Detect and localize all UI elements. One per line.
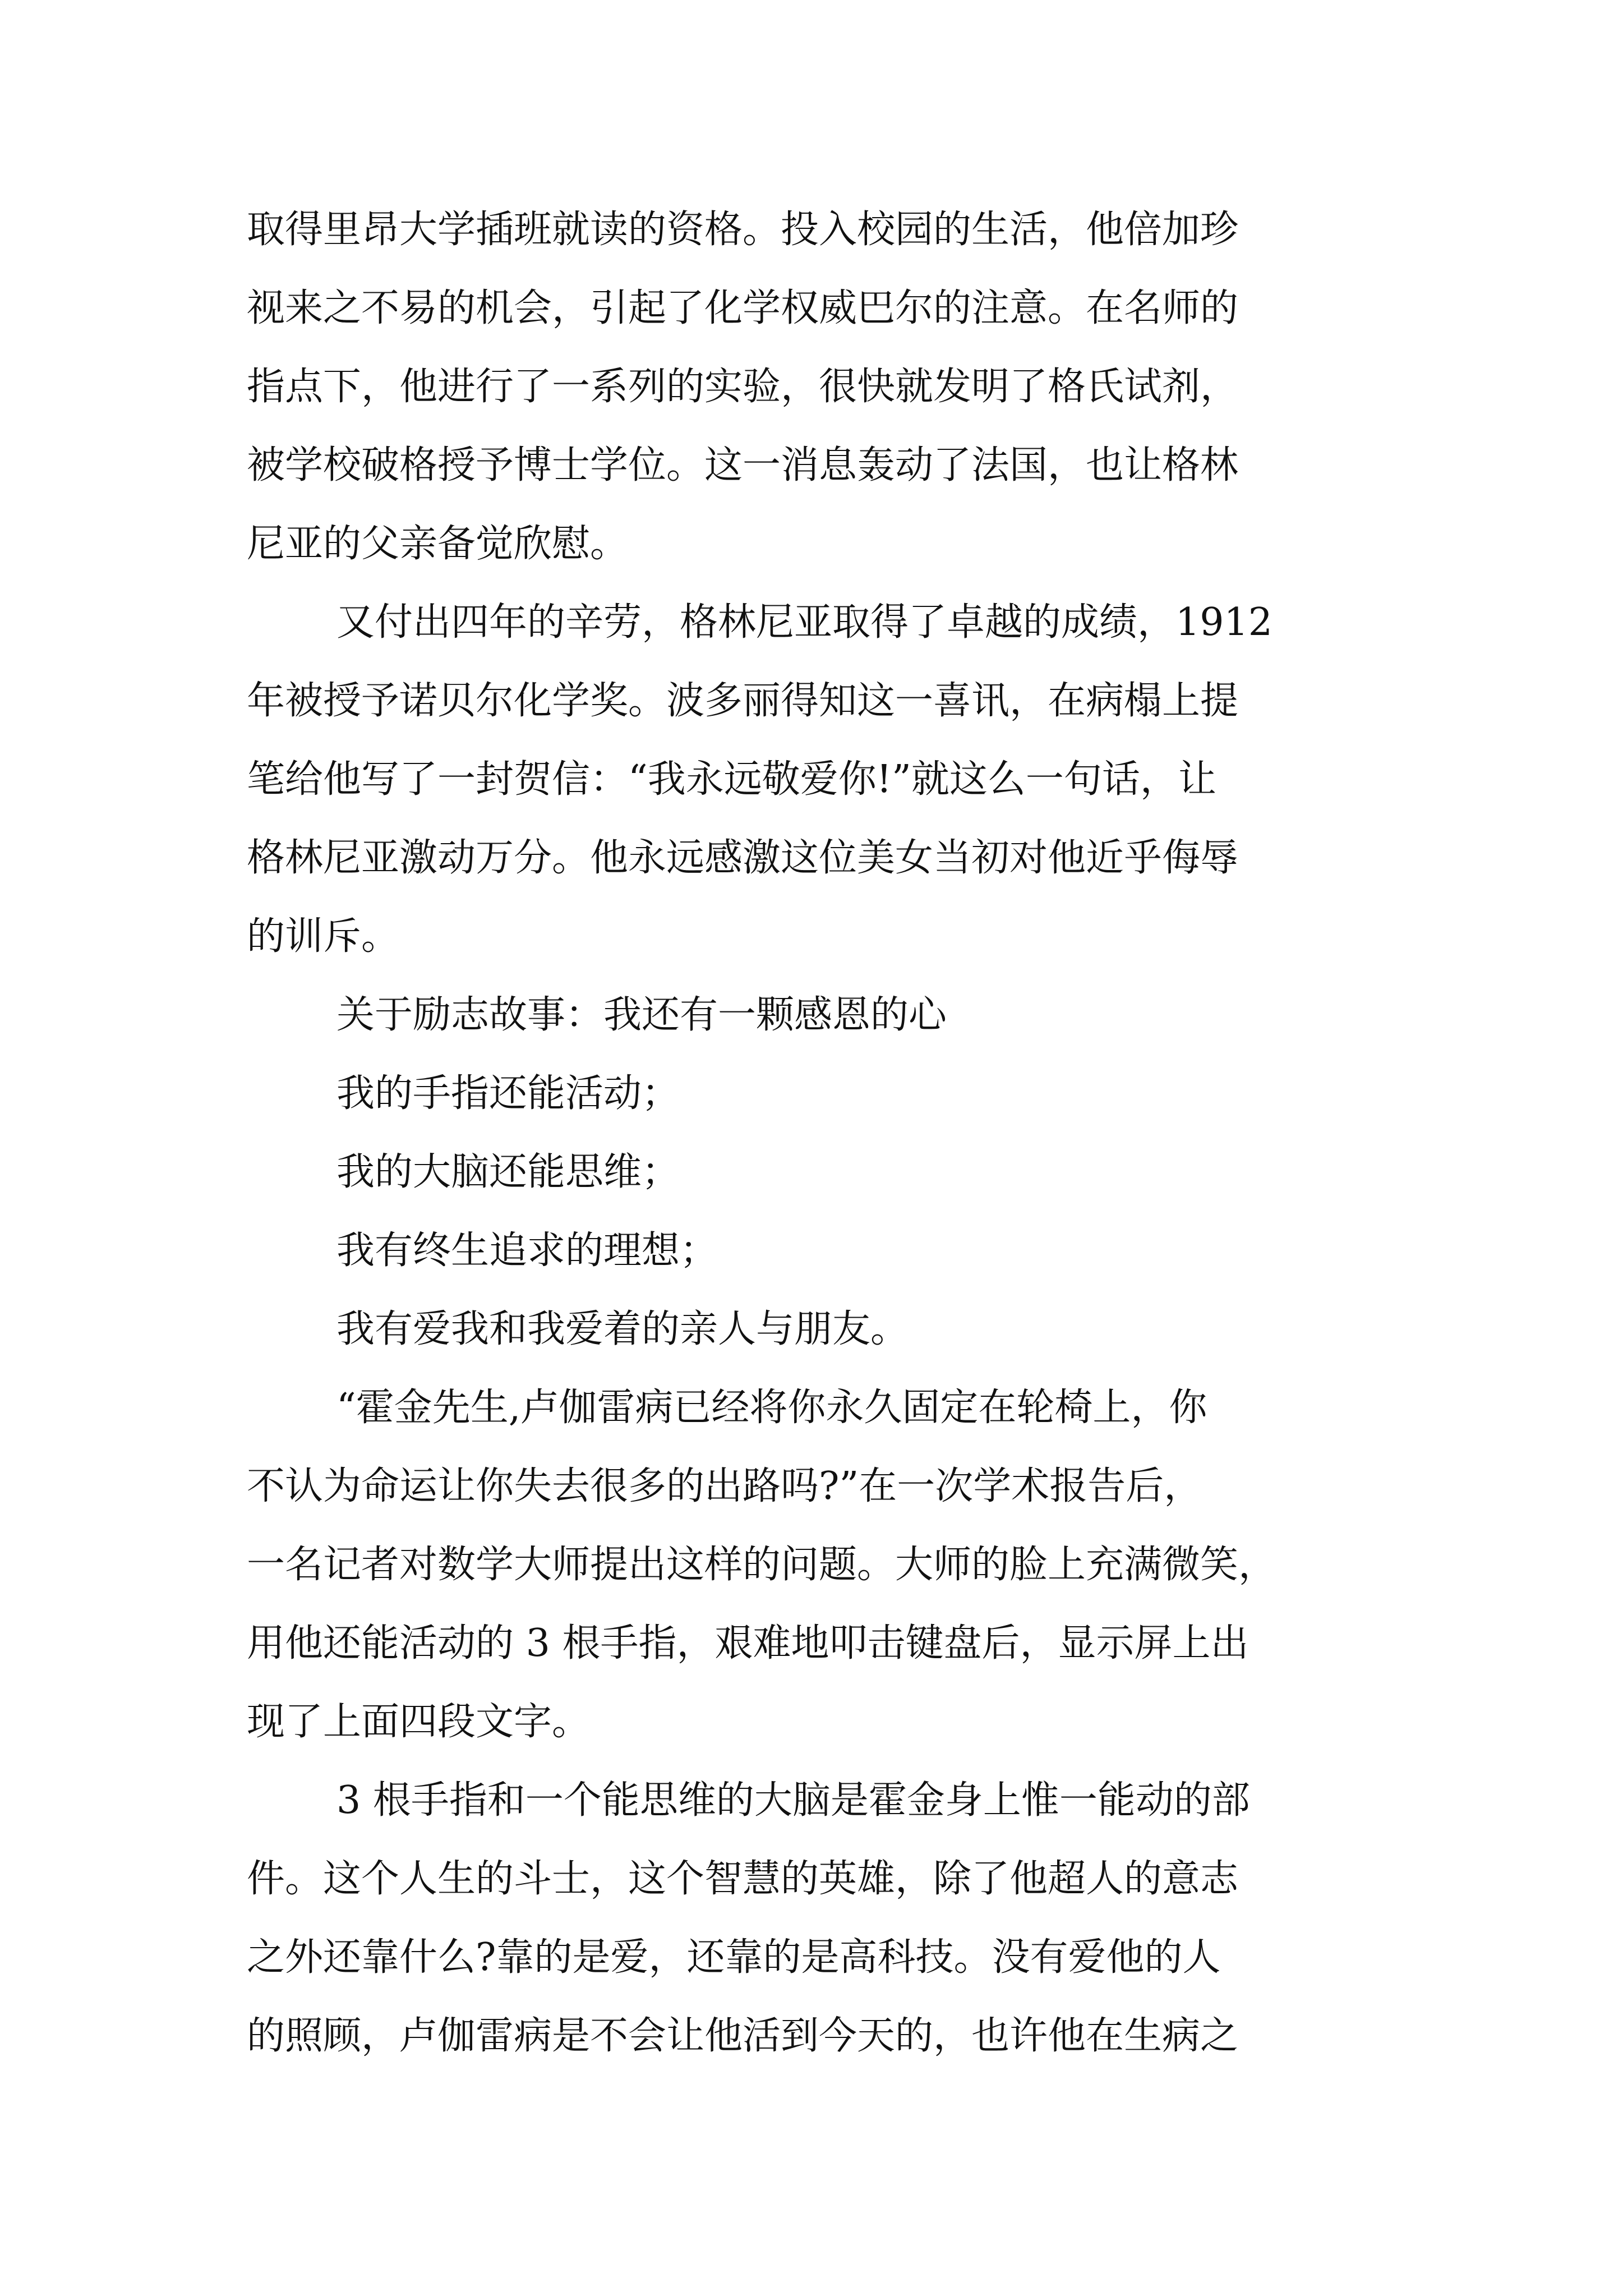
text-line: “霍金先生,卢伽雷病已经将你永久固定在轮椅上，你 [336, 1386, 1207, 1430]
text-line: 又付出四年的辛劳，格林尼亚取得了卓越的成绩，1912 [336, 600, 1273, 645]
text-line: 视来之不易的机会，引起了化学权威巴尔的注意。在名师的 [247, 286, 1239, 330]
text-line: 格林尼亚激动万分。他永远感激这位美女当初对他近乎侮辱 [247, 836, 1239, 880]
text-line: 用他还能活动的 3 根手指，艰难地叩击键盘后，显示屏上出 [247, 1621, 1249, 1665]
text-line: 我的大脑还能思维； [336, 1150, 680, 1194]
text-line: 我的手指还能活动； [336, 1071, 680, 1116]
text-line: 被学校破格授予博士学位。这一消息轰动了法国，也让格林 [247, 443, 1239, 487]
text-line: 之外还靠什么?靠的是爱，还靠的是高科技。没有爱他的人 [247, 1935, 1221, 1980]
text-line: 的照顾，卢伽雷病是不会让他活到今天的，也许他在生病之 [247, 2014, 1239, 2058]
text-line: 我有爱我和我爱着的亲人与朋友。 [336, 1307, 909, 1351]
text-line: 关于励志故事：我还有一颗感恩的心 [336, 993, 947, 1037]
text-line: 取得里昂大学插班就读的资格。投入校园的生活，他倍加珍 [247, 208, 1239, 252]
text-line: 笔给他写了一封贺信：“我永远敬爱你!”就这么一句话，让 [247, 757, 1216, 802]
text-line: 现了上面四段文字。 [247, 1700, 591, 1744]
text-line: 尼亚的父亲备觉欣慰。 [247, 522, 629, 566]
text-line: 我有终生追求的理想； [336, 1228, 718, 1273]
text-line: 的训斥。 [247, 914, 400, 959]
text-line: 不认为命运让你失去很多的出路吗?”在一次学术报告后， [247, 1464, 1202, 1508]
text-line: 3 根手指和一个能思维的大脑是霍金身上惟一能动的部 [336, 1778, 1250, 1823]
text-line: 年被授予诺贝尔化学奖。波多丽得知这一喜讯，在病榻上提 [247, 679, 1239, 723]
text-line: 一名记者对数学大师提出这样的问题。大师的脸上充满微笑， [247, 1543, 1277, 1587]
text-line: 指点下，他进行了一系列的实验，很快就发明了格氏试剂， [247, 365, 1239, 409]
text-line: 件。这个人生的斗士，这个智慧的英雄，除了他超人的意志 [247, 1857, 1239, 1901]
